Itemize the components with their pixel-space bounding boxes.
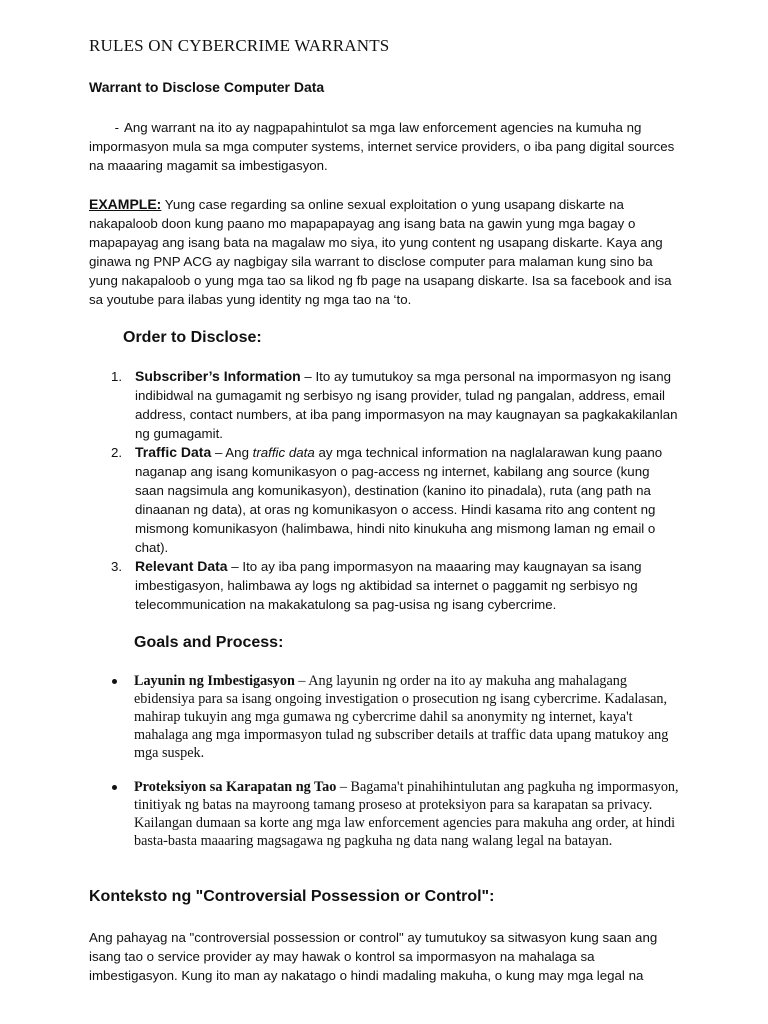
- list-text: – Ito ay tumutukoy sa mga personal na impormasyon ng isang indibidwal na gumagamit ng serbisyo ng isang provider, tulad ng pangalan, address, email address, contact numbers, at iba pang impormasyon na may kaugnayan sa pagkakakilanlan ng gumagamit.: [135, 369, 678, 441]
- bullet-icon: [112, 679, 117, 684]
- list-item: [105, 557, 680, 614]
- list-term: Relevant Data: [135, 558, 228, 574]
- section-heading-konteksto: Konteksto ng "Controversial Possession or Control":: [89, 888, 495, 905]
- list-term: Subscriber’s Information: [135, 368, 301, 384]
- section-heading-order: Order to Disclose:: [123, 329, 262, 346]
- konteksto-paragraph: Ang pahayag na "controversial possession or control" ay tumutukoy sa sitwasyon kung saan ang isang tao o service provider ay may hawak o kontrol sa impormasyon na mahalaga sa imbestigasyon. Kung ito man ay nakatago o hindi madaling makuha, o kung may mga legal na: [89, 930, 658, 983]
- list-text: – Ang layunin ng order na ito ay makuha ang mahalagang ebidensiya para sa isang ongoing investigation o prosecution ng isang cybercrime. Kadalasan, mahirap tukuyin ang mga gumawa ng cybercrime dahil sa anonymity ng internet, kaya't mahalaga ang mga impormasyon tulad ng subscriber details at traffic data upang matukoy ang mga suspek.: [134, 673, 669, 761]
- list-number: 1.: [111, 369, 123, 384]
- dash-bullet: -: [114, 120, 119, 135]
- list-number: 2.: [111, 445, 123, 460]
- intro-text: Ang warrant na ito ay nagpapahintulot sa mga law enforcement agencies na kumuha ng impormasyon mula sa mga computer systems, internet service providers, o iba pang digital sources na maaaring magamit sa imbestigasyon.: [89, 120, 675, 173]
- list-item: [108, 778, 680, 850]
- list-text-lead: – Ang: [211, 445, 253, 460]
- order-list: [105, 367, 680, 614]
- example-label: EXAMPLE:: [89, 196, 162, 212]
- section-heading-warrant: Warrant to Disclose Computer Data: [89, 79, 325, 95]
- example-paragraph: [89, 195, 679, 309]
- list-text: ay mga technical information na naglalarawan kung paano naganap ang isang komunikasyon o pag-access ng internet, kabilang ang source (kung saan nagsimula ang komunikasyon), destination (kanino ito pinadala), ruta (ang path na dinaanan ng data), at oras ng komunikasyon o access. Hindi kasama rito ang content ng mismong komunikasyon (halimbawa, hindi nito kinukuha ang mismong laman ng email o chat).: [135, 445, 663, 555]
- example-text: Yung case regarding sa online sexual exploitation o yung usapang diskarte na nakapaloob doon kung paano mo mapapapayag ang isang bata na gawin yung mga bagay o mapapayag ang isang bata na magalaw mo siya, ito yung content ng usapang diskarte. Kaya ang ginawa ng PNP ACG ay nagbigay sila warrant to disclose computer para malaman kung sino ba yung nakapaloob o yung mga tao sa likod ng fb page na usapang diskarte. Isa sa facebook and isa sa youtube para ilabas yung identity ng mga tao na ‘to.: [89, 197, 672, 307]
- list-number: 3.: [111, 559, 123, 574]
- list-term: Layunin ng Imbestigasyon: [134, 673, 295, 689]
- list-term: Traffic Data: [135, 444, 212, 460]
- section-heading-goals: Goals and Process:: [134, 634, 284, 651]
- list-italic-term: traffic data: [252, 445, 315, 460]
- intro-paragraph: [89, 118, 679, 175]
- bullet-icon: [112, 785, 117, 790]
- list-item: [105, 443, 680, 557]
- list-text: – Ito ay iba pang impormasyon na maaaring may kaugnayan sa isang imbestigasyon, halimbawa ay logs ng aktibidad sa internet o paggamit ng serbisyo ng telecommunication na makakatulong sa pag-usisa ng isang cybercrime.: [135, 559, 642, 612]
- document-title: RULES ON CYBERCRIME WARRANTS: [89, 36, 390, 55]
- goals-list: [108, 672, 680, 866]
- list-item: [108, 672, 680, 762]
- list-item: [105, 367, 680, 443]
- list-term: Proteksiyon sa Karapatan ng Tao: [134, 779, 337, 795]
- list-text: – Bagama't pinahihintulutan ang pagkuha ng impormasyon, tinitiyak ng batas na mayroong tamang proseso at proteksiyon para sa karapatan sa privacy. Kailangan dumaan sa korte ang mga law enforcement agencies para makuha ang order, at hindi basta-basta maaaring magsagawa ng pagkuha ng data nang walang legal na batayan.: [134, 779, 679, 849]
